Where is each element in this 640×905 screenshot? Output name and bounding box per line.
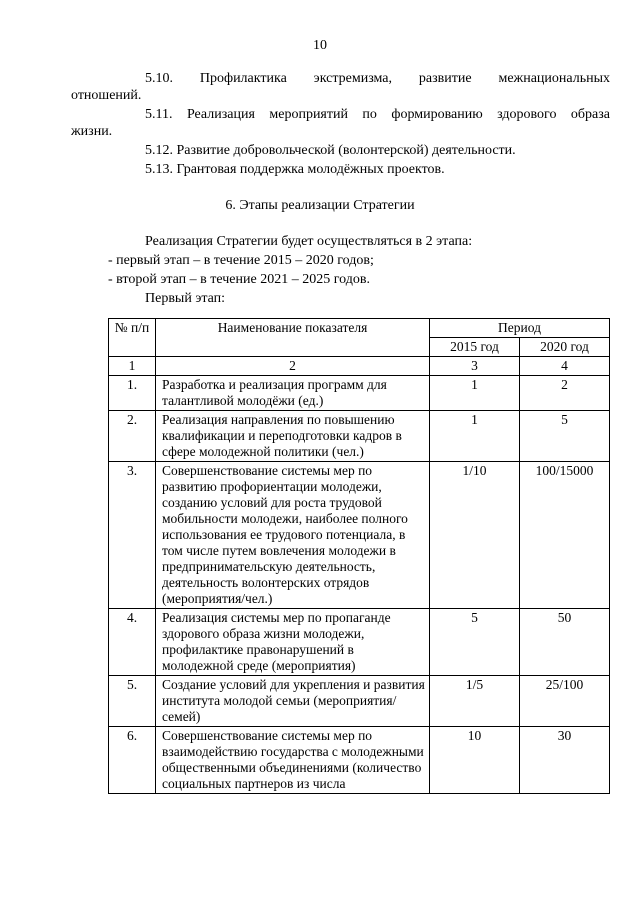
row-value-2015: 5 (430, 609, 520, 676)
list-item-line: 5.11. Реализация мероприятий по формированию здорового образа (145, 107, 610, 122)
table-row (109, 462, 610, 609)
list-item (71, 106, 610, 140)
row-value-2020: 50 (520, 609, 610, 676)
list-item (71, 70, 610, 104)
list-item-line: 5.10. Профилактика экстремизма, развитие межнациональных (145, 71, 610, 86)
table-row (109, 676, 610, 727)
list-item-line: 5.13. Грантовая поддержка молодёжных проектов. (145, 162, 445, 177)
row-indicator-name: Реализация системы мер по пропаганде здорового образа жизни молодежи, профилактике правонарушений в молодежной среде (мероприятия) (156, 609, 430, 676)
row-value-2015: 1/10 (430, 462, 520, 609)
row-num: 3. (109, 462, 156, 609)
row-num: 1. (109, 376, 156, 411)
list-item (108, 142, 610, 159)
row-value-2020: 25/100 (520, 676, 610, 727)
index-cell: 1 (109, 357, 156, 376)
row-value-2020: 100/15000 (520, 462, 610, 609)
row-num: 5. (109, 676, 156, 727)
row-value-2015: 1 (430, 376, 520, 411)
header-name: Наименование показателя (156, 319, 430, 357)
header-year-2020: 2020 год (520, 338, 610, 357)
row-indicator-name: Разработка и реализация программ для талантливой молодёжи (ед.) (156, 376, 430, 411)
row-num: 4. (109, 609, 156, 676)
stages-intro (108, 232, 610, 308)
table-index-row (109, 357, 610, 376)
row-num: 2. (109, 411, 156, 462)
index-cell: 4 (520, 357, 610, 376)
intro-line: Первый этап: (145, 291, 226, 306)
row-indicator-name: Реализация направления по повышению квалификации и переподготовки кадров в сфере молодежной политики (чел.) (156, 411, 430, 462)
intro-line: Реализация Стратегии будет осуществляться в 2 этапа: (145, 234, 473, 249)
header-num: № п/п (109, 319, 156, 357)
row-num: 6. (109, 727, 156, 794)
row-value-2020: 30 (520, 727, 610, 794)
list-item-line: отношений. (71, 88, 142, 103)
page-number: 10 (313, 38, 327, 53)
header-year-2015: 2015 год (430, 338, 520, 357)
row-value-2015: 1/5 (430, 676, 520, 727)
intro-line: - первый этап – в течение 2015 – 2020 годов; (108, 253, 374, 268)
row-indicator-name: Совершенствование системы мер по развитию профориентации молодежи, созданию условий для роста трудовой мобильности молодежи, наиболее полного использования ее трудового потенциала, в том числе путем вовлечения молодежи в предпринимательскую деятельность, деятельность волонтерских отрядов (мероприятия/чел.) (156, 462, 430, 609)
section-title: 6. Этапы реализации Стратегии (225, 198, 415, 213)
numbered-list (71, 70, 610, 180)
index-cell: 3 (430, 357, 520, 376)
row-indicator-name: Совершенствование системы мер по взаимодействию государства с молодежными общественными объединениями (количество социальных партнеров из числа (156, 727, 430, 794)
row-value-2020: 2 (520, 376, 610, 411)
table-row (109, 727, 610, 794)
header-period: Период (430, 319, 610, 338)
list-item-line: 5.12. Развитие добровольческой (волонтерской) деятельности. (145, 143, 516, 158)
indicators-table (108, 318, 610, 794)
table-row (109, 411, 610, 462)
row-value-2020: 5 (520, 411, 610, 462)
table-row (109, 376, 610, 411)
list-item-line: жизни. (71, 124, 113, 139)
table-row (109, 609, 610, 676)
list-item (108, 161, 610, 178)
row-indicator-name: Создание условий для укрепления и развития института молодой семьи (мероприятия/семей) (156, 676, 430, 727)
table-header-row (109, 319, 610, 338)
intro-line: - второй этап – в течение 2021 – 2025 годов. (108, 272, 370, 287)
row-value-2015: 1 (430, 411, 520, 462)
index-cell: 2 (156, 357, 430, 376)
row-value-2015: 10 (430, 727, 520, 794)
